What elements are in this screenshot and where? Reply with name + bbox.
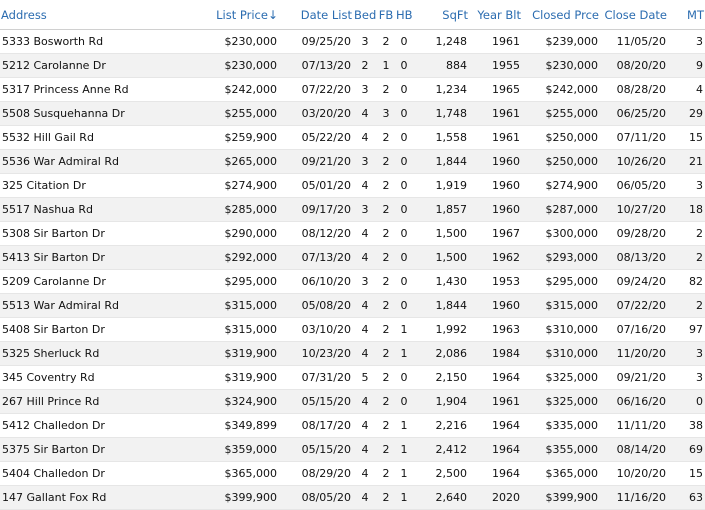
- table-row[interactable]: [0, 102, 705, 126]
- table-row[interactable]: [0, 414, 705, 438]
- cell-sqft: 2,086: [413, 342, 469, 366]
- table-row[interactable]: [0, 438, 705, 462]
- cell-close-date: 07/11/20: [600, 126, 668, 150]
- cell-close-date: 08/20/20: [600, 54, 668, 78]
- listings-body: [0, 30, 705, 510]
- table-row[interactable]: [0, 150, 705, 174]
- cell-bed: 4: [353, 318, 377, 342]
- cell-bed: 4: [353, 294, 377, 318]
- cell-closed-price: $355,000: [522, 438, 600, 462]
- cell-closed-price: $274,900: [522, 174, 600, 198]
- cell-close-date: 08/28/20: [600, 78, 668, 102]
- cell-fb: 2: [377, 150, 395, 174]
- column-header-closed-price-label: Closed Prce: [532, 7, 599, 22]
- cell-sqft: 884: [413, 54, 469, 78]
- cell-closed-price: $325,000: [522, 366, 600, 390]
- cell-hb: 0: [395, 294, 413, 318]
- cell-date-list: 09/21/20: [279, 150, 353, 174]
- cell-date-list: 07/22/20: [279, 78, 353, 102]
- cell-closed-price: $310,000: [522, 342, 600, 366]
- cell-hb: 0: [395, 198, 413, 222]
- cell-date-list: 05/15/20: [279, 438, 353, 462]
- cell-closed-price: $287,000: [522, 198, 600, 222]
- cell-mt: 3: [668, 342, 705, 366]
- cell-year-blt: 1964: [469, 414, 522, 438]
- cell-closed-price: $399,900: [522, 486, 600, 510]
- cell-list-price: $259,900: [170, 126, 279, 150]
- cell-hb: 0: [395, 366, 413, 390]
- cell-year-blt: 2020: [469, 486, 522, 510]
- cell-list-price: $292,000: [170, 246, 279, 270]
- cell-year-blt: 1955: [469, 54, 522, 78]
- cell-closed-price: $335,000: [522, 414, 600, 438]
- cell-close-date: 08/13/20: [600, 246, 668, 270]
- cell-address: 5404 Challedon Dr: [0, 462, 170, 486]
- cell-address: 5536 War Admiral Rd: [0, 150, 170, 174]
- cell-close-date: 07/22/20: [600, 294, 668, 318]
- cell-sqft: 1,844: [413, 294, 469, 318]
- cell-address: 5517 Nashua Rd: [0, 198, 170, 222]
- cell-date-list: 03/20/20: [279, 102, 353, 126]
- cell-bed: 4: [353, 390, 377, 414]
- cell-close-date: 11/05/20: [600, 30, 668, 54]
- cell-mt: 2: [668, 294, 705, 318]
- cell-closed-price: $250,000: [522, 150, 600, 174]
- column-header-sqft[interactable]: [413, 0, 469, 30]
- cell-sqft: 1,857: [413, 198, 469, 222]
- cell-address: 5375 Sir Barton Dr: [0, 438, 170, 462]
- cell-closed-price: $310,000: [522, 318, 600, 342]
- table-row[interactable]: [0, 126, 705, 150]
- cell-close-date: 09/21/20: [600, 366, 668, 390]
- cell-bed: 4: [353, 414, 377, 438]
- table-row[interactable]: [0, 342, 705, 366]
- cell-list-price: $315,000: [170, 294, 279, 318]
- cell-fb: 2: [377, 222, 395, 246]
- cell-close-date: 10/26/20: [600, 150, 668, 174]
- cell-sqft: 1,234: [413, 78, 469, 102]
- cell-mt: 21: [668, 150, 705, 174]
- cell-close-date: 11/11/20: [600, 414, 668, 438]
- cell-bed: 4: [353, 246, 377, 270]
- cell-hb: 1: [395, 438, 413, 462]
- cell-address: 5325 Sherluck Rd: [0, 342, 170, 366]
- cell-sqft: 1,844: [413, 150, 469, 174]
- cell-date-list: 03/10/20: [279, 318, 353, 342]
- cell-year-blt: 1961: [469, 390, 522, 414]
- table-row[interactable]: [0, 366, 705, 390]
- cell-list-price: $349,899: [170, 414, 279, 438]
- cell-closed-price: $365,000: [522, 462, 600, 486]
- cell-sqft: 1,430: [413, 270, 469, 294]
- cell-address: 5508 Susquehanna Dr: [0, 102, 170, 126]
- cell-address: 5408 Sir Barton Dr: [0, 318, 170, 342]
- cell-address: 345 Coventry Rd: [0, 366, 170, 390]
- cell-date-list: 08/12/20: [279, 222, 353, 246]
- cell-year-blt: 1961: [469, 30, 522, 54]
- cell-list-price: $295,000: [170, 270, 279, 294]
- cell-fb: 2: [377, 414, 395, 438]
- column-header-mt[interactable]: [668, 0, 705, 30]
- cell-date-list: 08/05/20: [279, 486, 353, 510]
- cell-hb: 0: [395, 54, 413, 78]
- cell-close-date: 08/14/20: [600, 438, 668, 462]
- column-header-list-price-label: List Price: [216, 7, 268, 22]
- table-row[interactable]: [0, 390, 705, 414]
- cell-closed-price: $239,000: [522, 30, 600, 54]
- column-header-address-label: Address: [1, 7, 47, 22]
- cell-mt: 2: [668, 222, 705, 246]
- cell-hb: 0: [395, 78, 413, 102]
- cell-mt: 38: [668, 414, 705, 438]
- cell-close-date: 10/27/20: [600, 198, 668, 222]
- cell-close-date: 06/25/20: [600, 102, 668, 126]
- cell-bed: 3: [353, 78, 377, 102]
- cell-mt: 3: [668, 366, 705, 390]
- cell-year-blt: 1967: [469, 222, 522, 246]
- cell-year-blt: 1965: [469, 78, 522, 102]
- cell-date-list: 07/13/20: [279, 54, 353, 78]
- cell-closed-price: $300,000: [522, 222, 600, 246]
- cell-bed: 4: [353, 486, 377, 510]
- cell-sqft: 1,748: [413, 102, 469, 126]
- column-header-close-date-label: Close Date: [604, 7, 667, 22]
- table-row[interactable]: [0, 222, 705, 246]
- cell-mt: 9: [668, 54, 705, 78]
- cell-sqft: 2,412: [413, 438, 469, 462]
- column-header-hb-label: HB: [396, 7, 413, 22]
- table-row[interactable]: [0, 486, 705, 510]
- cell-hb: 0: [395, 30, 413, 54]
- cell-year-blt: 1960: [469, 174, 522, 198]
- cell-date-list: 05/22/20: [279, 126, 353, 150]
- cell-fb: 2: [377, 198, 395, 222]
- cell-list-price: $365,000: [170, 462, 279, 486]
- cell-fb: 2: [377, 318, 395, 342]
- cell-address: 5413 Sir Barton Dr: [0, 246, 170, 270]
- cell-date-list: 05/01/20: [279, 174, 353, 198]
- cell-fb: 1: [377, 54, 395, 78]
- cell-closed-price: $315,000: [522, 294, 600, 318]
- column-header-bed[interactable]: [353, 0, 377, 30]
- column-header-close-date[interactable]: [600, 0, 668, 30]
- cell-fb: 2: [377, 30, 395, 54]
- cell-hb: 1: [395, 414, 413, 438]
- column-header-date-list-label: Date List: [300, 7, 352, 22]
- table-row[interactable]: [0, 462, 705, 486]
- cell-year-blt: 1964: [469, 462, 522, 486]
- cell-hb: 0: [395, 246, 413, 270]
- cell-sqft: 1,558: [413, 126, 469, 150]
- cell-bed: 5: [353, 366, 377, 390]
- cell-fb: 2: [377, 462, 395, 486]
- cell-fb: 2: [377, 342, 395, 366]
- cell-mt: 82: [668, 270, 705, 294]
- cell-fb: 2: [377, 174, 395, 198]
- column-header-year-blt-label: Year Blt: [477, 7, 521, 22]
- cell-bed: 4: [353, 222, 377, 246]
- cell-fb: 2: [377, 78, 395, 102]
- table-row[interactable]: [0, 174, 705, 198]
- cell-year-blt: 1961: [469, 102, 522, 126]
- cell-bed: 3: [353, 198, 377, 222]
- cell-mt: 2: [668, 246, 705, 270]
- column-header-address[interactable]: [0, 0, 170, 30]
- cell-list-price: $274,900: [170, 174, 279, 198]
- cell-list-price: $230,000: [170, 54, 279, 78]
- cell-sqft: 1,904: [413, 390, 469, 414]
- cell-close-date: 07/16/20: [600, 318, 668, 342]
- cell-closed-price: $230,000: [522, 54, 600, 78]
- cell-hb: 1: [395, 342, 413, 366]
- cell-bed: 4: [353, 438, 377, 462]
- cell-list-price: $265,000: [170, 150, 279, 174]
- cell-date-list: 09/25/20: [279, 30, 353, 54]
- cell-hb: 1: [395, 318, 413, 342]
- cell-mt: 15: [668, 462, 705, 486]
- cell-bed: 4: [353, 342, 377, 366]
- cell-list-price: $319,900: [170, 366, 279, 390]
- cell-closed-price: $242,000: [522, 78, 600, 102]
- cell-fb: 2: [377, 294, 395, 318]
- cell-closed-price: $250,000: [522, 126, 600, 150]
- cell-address: 5333 Bosworth Rd: [0, 30, 170, 54]
- cell-fb: 2: [377, 126, 395, 150]
- cell-sqft: 2,640: [413, 486, 469, 510]
- column-header-year-blt[interactable]: [469, 0, 522, 30]
- cell-year-blt: 1960: [469, 198, 522, 222]
- column-header-list-price[interactable]: [170, 0, 279, 30]
- cell-closed-price: $293,000: [522, 246, 600, 270]
- column-header-date-list[interactable]: [279, 0, 353, 30]
- cell-closed-price: $325,000: [522, 390, 600, 414]
- cell-mt: 69: [668, 438, 705, 462]
- column-header-mt-label: MT: [687, 7, 704, 22]
- cell-close-date: 09/24/20: [600, 270, 668, 294]
- cell-date-list: 07/13/20: [279, 246, 353, 270]
- cell-list-price: $285,000: [170, 198, 279, 222]
- cell-sqft: 1,500: [413, 222, 469, 246]
- cell-hb: 0: [395, 222, 413, 246]
- cell-list-price: $319,900: [170, 342, 279, 366]
- cell-address: 5513 War Admiral Rd: [0, 294, 170, 318]
- cell-hb: 0: [395, 390, 413, 414]
- table-row[interactable]: [0, 294, 705, 318]
- cell-fb: 3: [377, 102, 395, 126]
- column-header-closed-price[interactable]: [522, 0, 600, 30]
- cell-bed: 4: [353, 126, 377, 150]
- cell-bed: 4: [353, 174, 377, 198]
- column-header-hb[interactable]: [395, 0, 413, 30]
- column-header-bed-label: Bed: [354, 7, 377, 22]
- column-header-fb-label: FB: [378, 7, 394, 22]
- cell-date-list: 08/17/20: [279, 414, 353, 438]
- cell-list-price: $230,000: [170, 30, 279, 54]
- cell-list-price: $290,000: [170, 222, 279, 246]
- header-row: [0, 0, 705, 30]
- cell-fb: 2: [377, 486, 395, 510]
- cell-hb: 1: [395, 462, 413, 486]
- cell-mt: 3: [668, 174, 705, 198]
- cell-bed: 2: [353, 54, 377, 78]
- cell-sqft: 1,919: [413, 174, 469, 198]
- column-header-sqft-label: SqFt: [442, 7, 468, 22]
- cell-sqft: 2,216: [413, 414, 469, 438]
- cell-list-price: $324,900: [170, 390, 279, 414]
- cell-year-blt: 1963: [469, 318, 522, 342]
- cell-date-list: 10/23/20: [279, 342, 353, 366]
- cell-address: 147 Gallant Fox Rd: [0, 486, 170, 510]
- cell-list-price: $242,000: [170, 78, 279, 102]
- cell-close-date: 06/16/20: [600, 390, 668, 414]
- cell-date-list: 09/17/20: [279, 198, 353, 222]
- cell-list-price: $399,900: [170, 486, 279, 510]
- cell-mt: 0: [668, 390, 705, 414]
- cell-mt: 97: [668, 318, 705, 342]
- cell-mt: 18: [668, 198, 705, 222]
- cell-year-blt: 1962: [469, 246, 522, 270]
- cell-address: 5317 Princess Anne Rd: [0, 78, 170, 102]
- cell-address: 5308 Sir Barton Dr: [0, 222, 170, 246]
- cell-closed-price: $255,000: [522, 102, 600, 126]
- cell-mt: 63: [668, 486, 705, 510]
- cell-year-blt: 1964: [469, 438, 522, 462]
- cell-date-list: 08/29/20: [279, 462, 353, 486]
- cell-fb: 2: [377, 390, 395, 414]
- cell-fb: 2: [377, 246, 395, 270]
- cell-closed-price: $295,000: [522, 270, 600, 294]
- cell-sqft: 2,500: [413, 462, 469, 486]
- cell-year-blt: 1964: [469, 366, 522, 390]
- cell-date-list: 06/10/20: [279, 270, 353, 294]
- cell-mt: 15: [668, 126, 705, 150]
- cell-bed: 3: [353, 270, 377, 294]
- cell-sqft: 1,500: [413, 246, 469, 270]
- cell-year-blt: 1953: [469, 270, 522, 294]
- cell-address: 5209 Carolanne Dr: [0, 270, 170, 294]
- cell-sqft: 2,150: [413, 366, 469, 390]
- table-row[interactable]: [0, 270, 705, 294]
- table-row[interactable]: [0, 54, 705, 78]
- table-row[interactable]: [0, 246, 705, 270]
- cell-close-date: 09/28/20: [600, 222, 668, 246]
- table-row[interactable]: [0, 318, 705, 342]
- cell-address: 325 Citation Dr: [0, 174, 170, 198]
- cell-hb: 0: [395, 150, 413, 174]
- table-row[interactable]: [0, 30, 705, 54]
- cell-hb: 0: [395, 174, 413, 198]
- cell-year-blt: 1961: [469, 126, 522, 150]
- cell-address: 5532 Hill Gail Rd: [0, 126, 170, 150]
- cell-list-price: $255,000: [170, 102, 279, 126]
- cell-address: 267 Hill Prince Rd: [0, 390, 170, 414]
- cell-close-date: 06/05/20: [600, 174, 668, 198]
- cell-year-blt: 1960: [469, 150, 522, 174]
- cell-mt: 3: [668, 30, 705, 54]
- cell-date-list: 07/31/20: [279, 366, 353, 390]
- cell-hb: 0: [395, 126, 413, 150]
- cell-fb: 2: [377, 438, 395, 462]
- cell-hb: 0: [395, 102, 413, 126]
- cell-date-list: 05/08/20: [279, 294, 353, 318]
- cell-year-blt: 1960: [469, 294, 522, 318]
- cell-hb: 1: [395, 486, 413, 510]
- cell-bed: 3: [353, 30, 377, 54]
- cell-bed: 4: [353, 462, 377, 486]
- column-header-fb[interactable]: [377, 0, 395, 30]
- cell-address: 5212 Carolanne Dr: [0, 54, 170, 78]
- arrow-down-icon[interactable]: ↓: [267, 7, 278, 22]
- cell-address: 5412 Challedon Dr: [0, 414, 170, 438]
- cell-mt: 4: [668, 78, 705, 102]
- cell-hb: 0: [395, 270, 413, 294]
- table-row[interactable]: [0, 198, 705, 222]
- cell-list-price: $359,000: [170, 438, 279, 462]
- cell-mt: 29: [668, 102, 705, 126]
- cell-bed: 3: [353, 150, 377, 174]
- cell-list-price: $315,000: [170, 318, 279, 342]
- cell-fb: 2: [377, 270, 395, 294]
- cell-fb: 2: [377, 366, 395, 390]
- cell-bed: 4: [353, 102, 377, 126]
- cell-close-date: 11/20/20: [600, 342, 668, 366]
- cell-sqft: 1,248: [413, 30, 469, 54]
- table-row[interactable]: [0, 78, 705, 102]
- cell-close-date: 10/20/20: [600, 462, 668, 486]
- cell-sqft: 1,992: [413, 318, 469, 342]
- cell-year-blt: 1984: [469, 342, 522, 366]
- cell-close-date: 11/16/20: [600, 486, 668, 510]
- cell-date-list: 05/15/20: [279, 390, 353, 414]
